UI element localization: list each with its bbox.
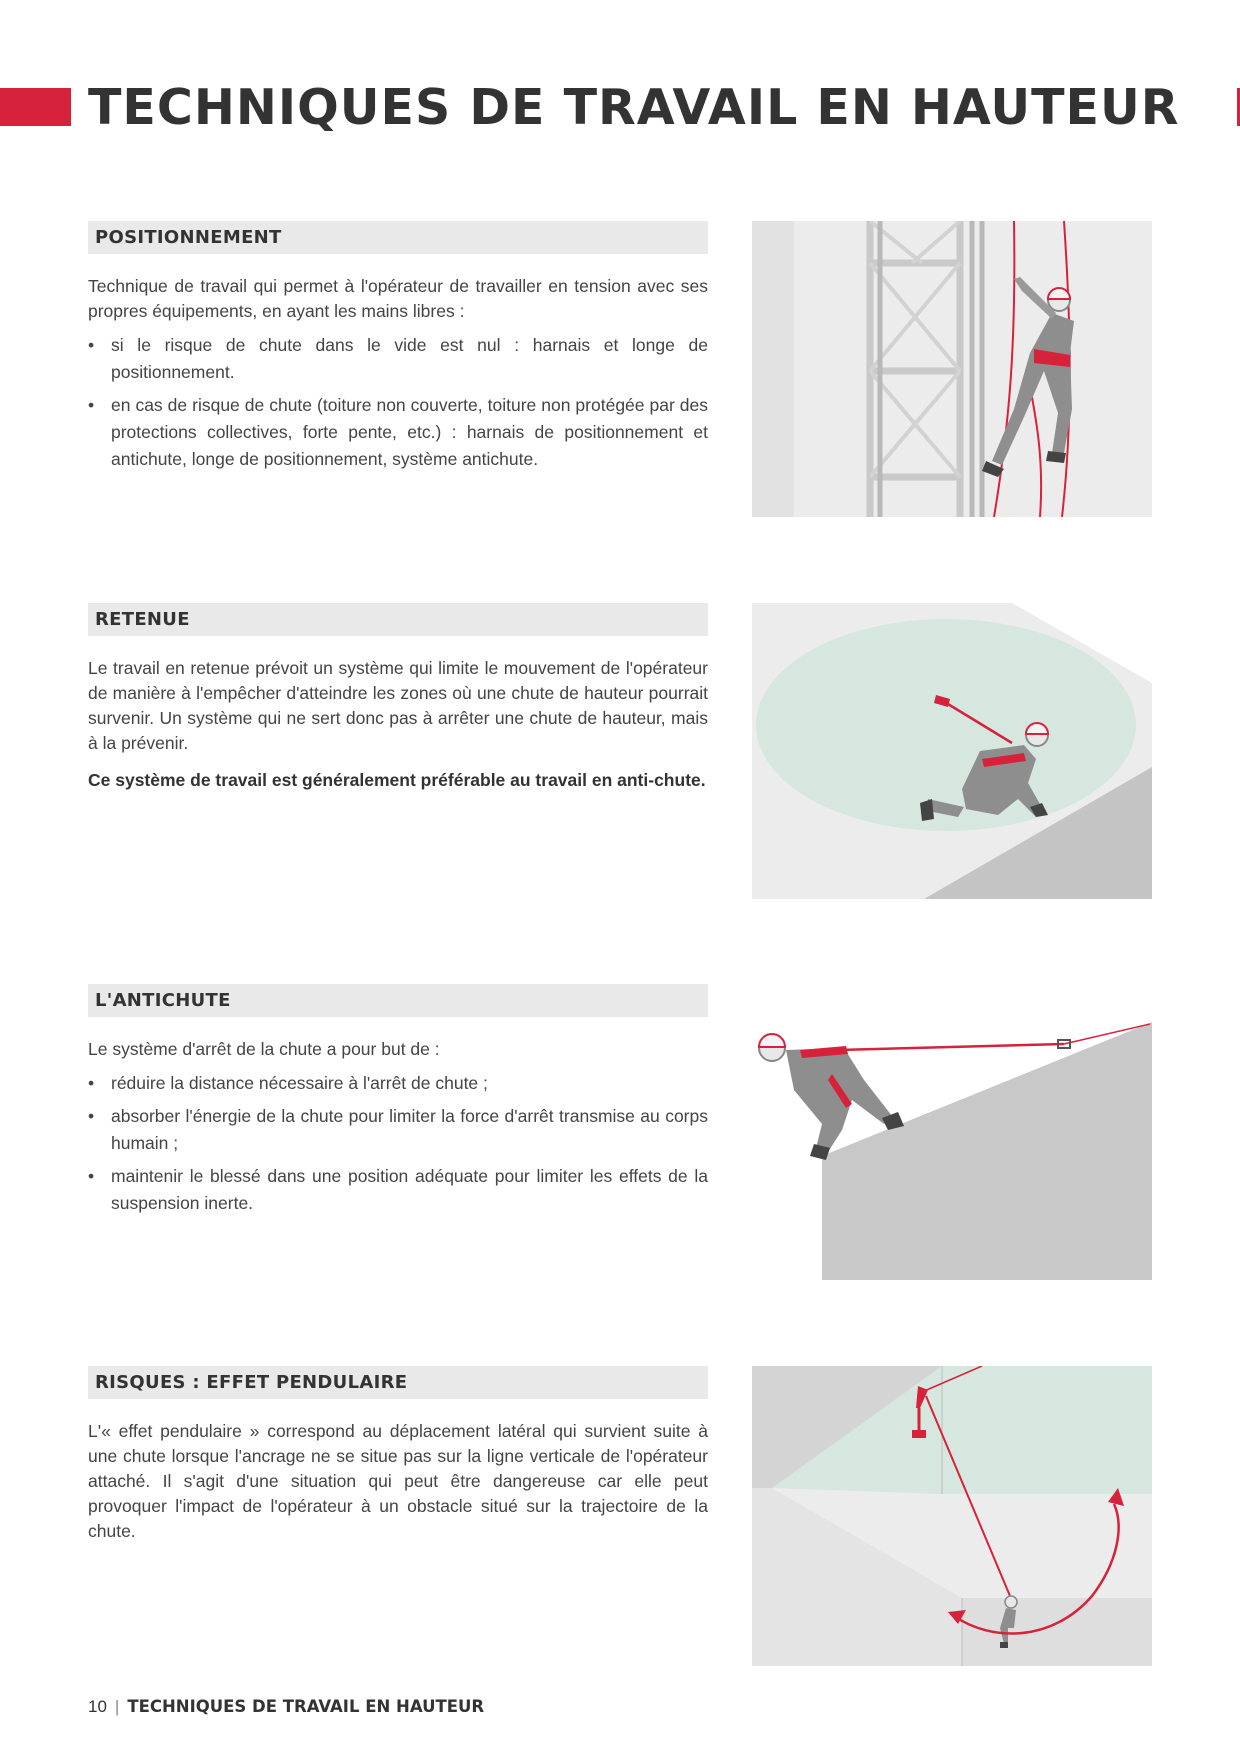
section-heading: POSITIONNEMENT [88, 221, 708, 254]
section-paragraph: L'« effet pendulaire » correspond au déplacement latéral qui survient suite à une chute lorsque l'ancrage ne se situe pas sur la ligne verticale de l'opérateur attaché. Il s'agit d'une situation qui peut être dangereuse car elle peut provoquer l'impact de l'opérateur à un obstacle situé sur la trajectoire de la chute. [88, 1421, 708, 1541]
list-item: • si le risque de chute dans le vide est nul : harnais et longe de positionnement. [88, 332, 708, 386]
section-bold-paragraph: Ce système de travail est généralement préférable au travail en anti-chute. [88, 770, 706, 790]
section-positionnement [88, 221, 708, 479]
section-paragraph: Le travail en retenue prévoit un système qui limite le mouvement de l'opérateur de manière à l'empêcher d'atteindre les zones où une chute de hauteur pourrait survenir. Un système qui ne sert donc pas à arrêter une chute de hauteur, mais à la prévenir. [88, 658, 708, 753]
bullet-list [88, 1070, 708, 1217]
page-title: TECHNIQUES DE TRAVAIL EN HAUTEUR [88, 79, 1180, 136]
list-item: • maintenir le blessé dans une position adéquate pour limiter les effets de la suspension inerte. [88, 1163, 708, 1217]
page-number: 10 [88, 1697, 107, 1716]
illustration-antichute [752, 1020, 1152, 1280]
footer-title: TECHNIQUES DE TRAVAIL EN HAUTEUR [127, 1697, 485, 1716]
section-heading: RISQUES : EFFET PENDULAIRE [88, 1366, 708, 1399]
page-footer [88, 1697, 484, 1717]
section-antichute [88, 984, 708, 1223]
section-heading: RETENUE [88, 603, 708, 636]
section-intro: Technique de travail qui permet à l'opérateur de travailler en tension avec ses propres équipements, en ayant les mains libres : [88, 276, 708, 321]
title-accent-bar [0, 88, 71, 126]
section-heading: L'ANTICHUTE [88, 984, 708, 1017]
illustration-positionnement [752, 221, 1152, 517]
section-intro: Le système d'arrêt de la chute a pour but de : [88, 1039, 440, 1059]
illustration-retenue [752, 603, 1152, 899]
section-effet-pendulaire [88, 1366, 708, 1544]
list-item: • absorber l'énergie de la chute pour limiter la force d'arrêt transmise au corps humain ; [88, 1103, 708, 1157]
list-item: • réduire la distance nécessaire à l'arrêt de chute ; [88, 1070, 708, 1097]
list-item: • en cas de risque de chute (toiture non couverte, toiture non protégée par des protections collectives, forte pente, etc.) : harnais de positionnement et antichute, longe de positionnement, système antichute. [88, 392, 708, 473]
illustration-effet-pendulaire [752, 1366, 1152, 1666]
section-retenue [88, 603, 708, 793]
footer-separator: | [114, 1697, 120, 1716]
bullet-list [88, 332, 708, 473]
